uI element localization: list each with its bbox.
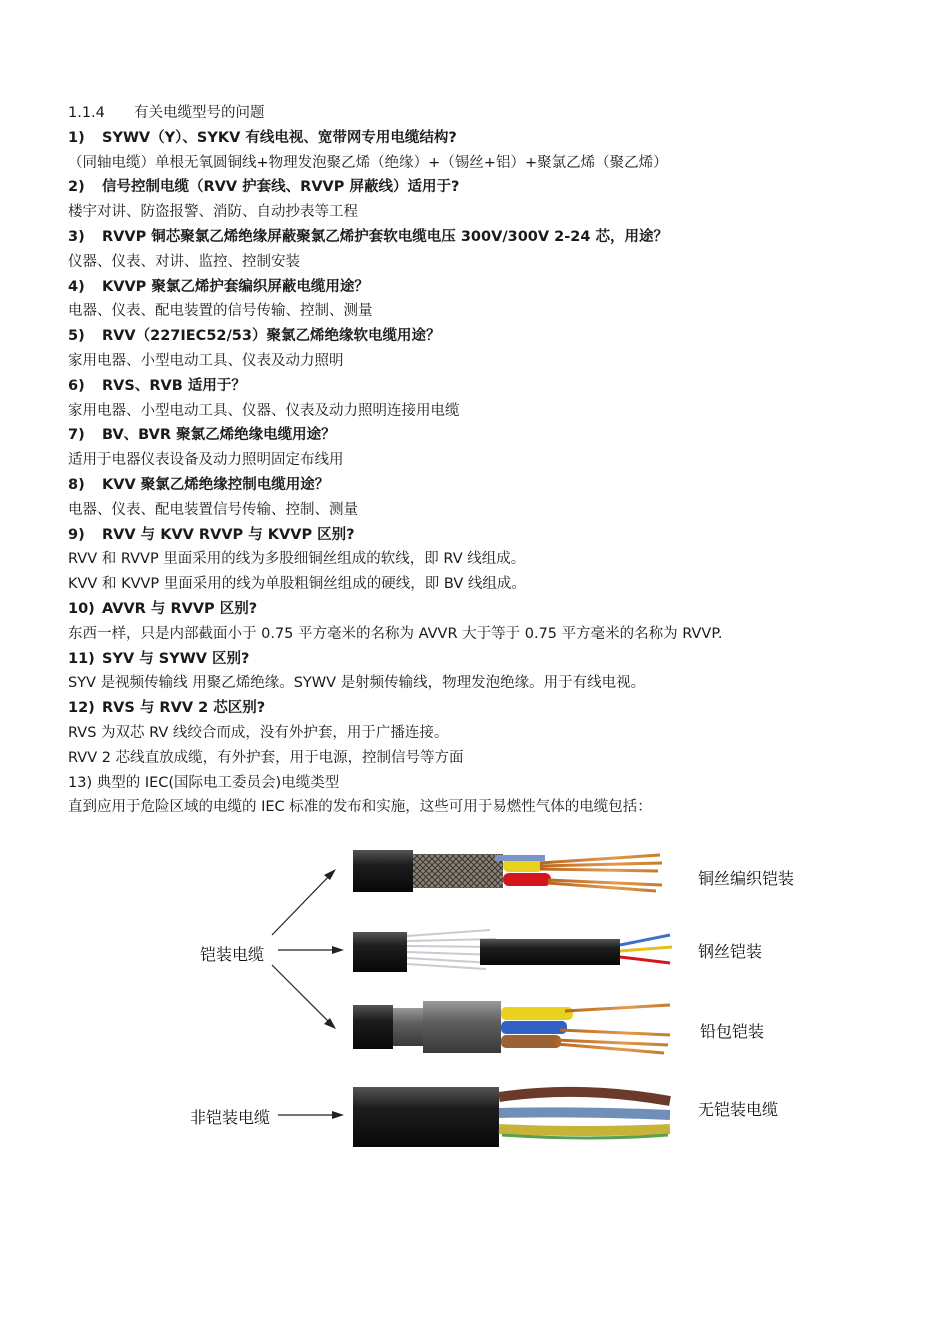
question-2: 2) 信号控制电缆（RVV 护套线、RVVP 屏蔽线）适用于? [68,179,460,196]
label-unarmored-cable: 非铠装电缆 [190,1108,271,1127]
question-3: 3) RVVP 铜芯聚氯乙烯绝缘屏蔽聚氯乙烯护套软电缆电压 300V/300V 2-24 芯，用途？ [68,228,668,245]
question-4: 4) KVVP 聚氯乙烯护套编织屏蔽电缆用途？ [68,278,369,295]
section-number: 1.1.4 [68,105,105,121]
question-7: 7) BV、BVR 聚氯乙烯绝缘电缆用途？ [68,427,336,444]
section-heading [68,101,908,126]
answer-13: 直到应用于危险区域的电缆的 IEC 标准的发布和实施，这些可用于易燃性气体的电缆包括： [68,799,652,816]
answer-5: 家用电器、小型电动工具、仪表及动力照明 [68,352,344,369]
answer-3: 仪器、仪表、对讲、监控、控制安装 [68,253,300,270]
section-title: 有关电缆型号的问题 [134,105,265,121]
label-lead-sheath: 铅包铠装 [700,1022,765,1041]
cable-copper-braid [353,850,662,892]
question-1: 1) SYWV（Y）、SYKV 有线电视、宽带网专用电缆结构? [68,129,457,146]
cable-types-figure [180,835,820,1155]
question-5: 5) RVV（227IEC52/53）聚氯乙烯绝缘软电缆用途？ [68,328,441,345]
answer-8: 电器、仪表、配电装置信号传输、控制、测量 [68,501,358,518]
answer-12b: RVV 2 芯线直放成缆，有外护套，用于电源，控制信号等方面 [68,749,464,766]
label-copper-braid: 铜丝编织铠装 [698,869,795,888]
arrowhead-unarmored [332,1111,344,1119]
cable-lead-sheath [353,1001,672,1053]
question-12: 12) RVS 与 RVV 2 芯区别? [68,700,266,717]
answer-9a: RVV 和 RVVP 里面采用的线为多股细铜丝组成的软线，即 RV 线组成。 [68,551,526,568]
arrow-upper [272,873,332,935]
question-11: 11) SYV 与 SYWV 区别? [68,650,250,667]
answer-2: 楼宇对讲、防盗报警、消防、自动抄表等工程 [68,204,358,221]
answer-4: 电器、仪表、配电装置的信号传输、控制、测量 [68,303,373,320]
label-steel-wire: 钢丝铠装 [698,942,763,961]
cable-steel-wire [353,930,672,972]
answer-11: SYV 是视频传输线 用聚乙烯绝缘。SYWV 是射频传输线，物理发泡绝缘。用于有线电视。 [68,675,646,692]
answer-7: 适用于电器仪表设备及动力照明固定布线用 [68,452,344,469]
arrowhead-upper [324,869,336,880]
question-10: 10) AVVR 与 RVVP 区别? [68,600,258,617]
arrow-lower [272,965,332,1025]
label-armored-cable: 铠装电缆 [200,945,265,964]
arrows [272,873,338,1115]
question-8: 8) KVV 聚氯乙烯绝缘控制电缆用途？ [68,476,330,493]
question-9: 9) RVV 与 KVV RVVP 与 KVVP 区别? [68,526,355,543]
answer-9b: KVV 和 KVVP 里面采用的线为单股粗铜丝组成的硬线，即 BV 线组成。 [68,576,526,593]
question-13: 13) 典型的 IEC(国际电工委员会)电缆类型 [68,774,340,791]
answer-6: 家用电器、小型电动工具、仪器、仪表及动力照明连接用电缆 [68,402,460,419]
answer-1: （同轴电缆）单根无氧圆铜线+物理发泡聚乙烯（绝缘）+（锡丝+铝）+聚氯乙烯（聚乙烯） [68,154,668,171]
document-body [68,101,908,820]
label-no-armor: 无铠装电缆 [698,1100,779,1119]
arrowhead-lower [324,1018,336,1029]
answer-12a: RVS 为双芯 RV 线绞合而成，没有外护套，用于广播连接。 [68,724,449,741]
answer-10: 东西一样，只是内部截面小于 0.75 平方毫米的名称为 AVVR 大于等于 0.75 平方毫米的名称为 RVVP. [68,625,723,642]
question-6: 6) RVS、RVB 适用于？ [68,377,246,394]
cable-unarmored [353,1087,670,1147]
arrowhead-middle [332,946,344,954]
